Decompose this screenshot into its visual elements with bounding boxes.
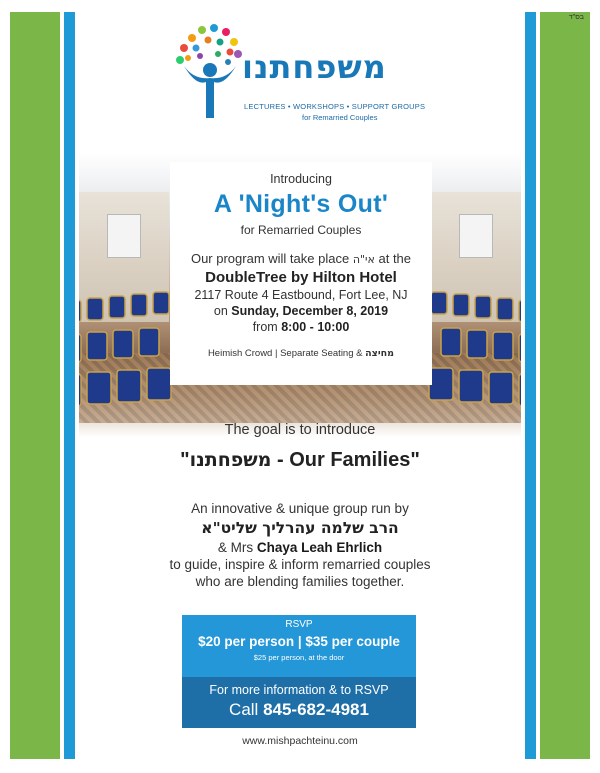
event-title: A 'Night's Out' [213,190,389,218]
left-blue-stripe [64,12,75,759]
projection-screen-right [459,214,493,258]
rsvp-label: RSVP [285,619,313,630]
flyer-content [79,12,521,759]
right-blue-stripe [525,12,536,759]
intro-text: Introducing [270,172,332,186]
crowd-text: Heimish Crowd | Separate Seating & [207,348,366,359]
event-info-card [170,162,432,385]
phone-number[interactable]: 845-682-4981 [263,700,369,719]
bsd-mark: בס"ד [568,14,584,21]
left-green-stripe [10,12,60,759]
mrs-name: Chaya Leah Ehrlich [256,540,383,555]
logo-tagline-sub: for Remarried Couples [302,113,378,122]
event-time-line [170,320,432,334]
group-line1: An innovative & unique group run by [191,501,409,516]
hotel-address: 2117 Route 4 Eastbound, Fort Lee, NJ [194,288,408,302]
website-link[interactable]: www.mishpachteinu.com [242,735,358,747]
families-open-quote: " [180,449,190,471]
rabbi-name: הרב שלמה עהרליך שליט"א [201,519,399,537]
more-info-text: For more information & to RSVP [209,683,389,697]
program-hebrew: אי"ה [352,253,375,266]
program-post: at the [374,251,412,266]
time-pre: from [252,320,282,334]
logo-hebrew-name: משפחתנו [242,48,387,86]
contact-box [182,677,416,728]
our-families-heading [79,449,521,472]
rsvp-box [182,615,416,679]
logo-tagline: LECTURES • WORKSHOPS • SUPPORT GROUPS [244,102,426,111]
group-line3: to guide, inspire & inform remarried couples [169,557,431,572]
chairs-right [425,290,521,410]
crowd-hebrew: מחיצה [365,348,395,359]
mrs-line [79,539,521,556]
call-pre: Call [229,700,264,719]
program-pre: Our program will take place [190,251,353,266]
chairs-left [79,290,175,410]
right-green-stripe [540,12,590,759]
mrs-pre: & Mrs [217,540,257,555]
hotel-name: DoubleTree by Hilton Hotel [205,269,397,286]
group-description [79,500,521,590]
rsvp-door-price: $25 per person, at the door [253,653,345,662]
date-pre: on [213,304,232,318]
logo [170,18,430,136]
projection-screen-left [107,214,141,258]
rsvp-price: $20 per person | $35 per couple [198,634,400,649]
families-rest: - Our Families" [271,449,420,471]
event-time: 8:00 - 10:00 [281,320,350,334]
event-subtitle: for Remarried Couples [240,223,362,237]
family-tree-icon [170,18,250,128]
group-line4: who are blending families together. [195,574,405,589]
call-line [182,700,416,720]
crowd-line [170,348,432,359]
event-date-line [170,304,432,318]
event-date: Sunday, December 8, 2019 [231,304,389,318]
families-hebrew: משפחתנו [189,449,272,471]
program-line [170,251,432,266]
goal-text: The goal is to introduce [224,422,376,438]
